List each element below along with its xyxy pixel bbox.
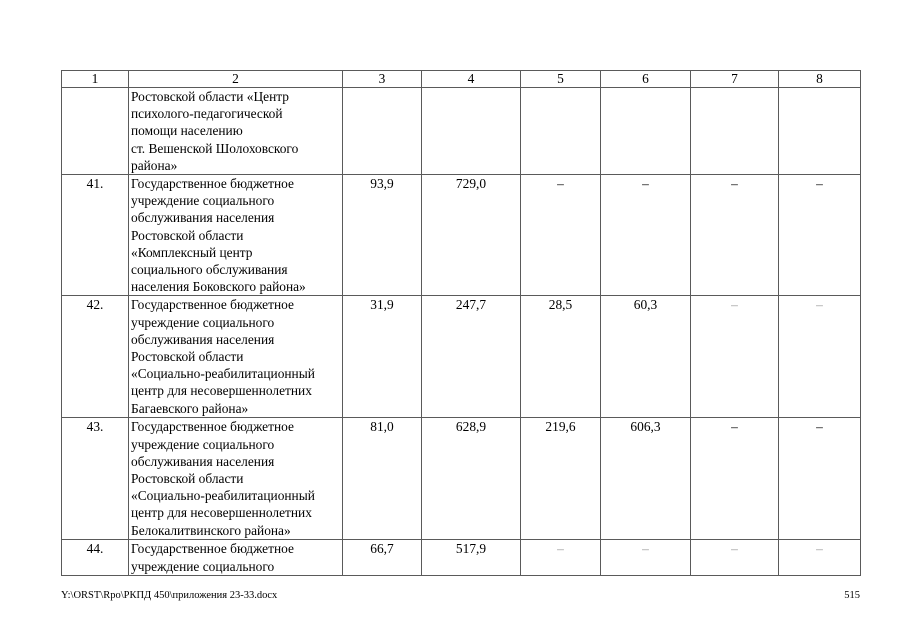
table-row: [62, 418, 861, 540]
column-header: 2: [129, 71, 343, 88]
cell-value: 60,3: [601, 296, 691, 418]
table-row: [62, 540, 861, 576]
institution-name: Государственное бюджетное учреждение социального обслуживания населения Ростовской области «Социально-реабилитационный центр для несовершеннолетних Багаевского района»: [129, 296, 343, 418]
row-number: 41.: [62, 175, 129, 296]
cell-value: –: [779, 418, 861, 540]
column-header: 8: [779, 71, 861, 88]
cell-value: [691, 88, 779, 175]
cell-value: –: [691, 540, 779, 576]
table-row: [62, 296, 861, 418]
cell-value: 81,0: [343, 418, 422, 540]
column-header: 4: [422, 71, 521, 88]
cell-value: –: [779, 175, 861, 296]
cell-value: [779, 88, 861, 175]
cell-value: –: [691, 418, 779, 540]
cell-value: 219,6: [521, 418, 601, 540]
page-number: 515: [844, 590, 860, 601]
budget-table: [61, 70, 861, 576]
cell-value: –: [601, 540, 691, 576]
cell-value: 93,9: [343, 175, 422, 296]
table-row: [62, 88, 861, 175]
column-header: 7: [691, 71, 779, 88]
column-header: 6: [601, 71, 691, 88]
cell-value: –: [691, 175, 779, 296]
row-number: [62, 88, 129, 175]
cell-value: [601, 88, 691, 175]
cell-value: 247,7: [422, 296, 521, 418]
cell-value: 606,3: [601, 418, 691, 540]
cell-value: [422, 88, 521, 175]
column-header: 3: [343, 71, 422, 88]
institution-name: Государственное бюджетное учреждение социального: [129, 540, 343, 576]
row-number: 42.: [62, 296, 129, 418]
cell-value: –: [601, 175, 691, 296]
row-number: 44.: [62, 540, 129, 576]
cell-value: 28,5: [521, 296, 601, 418]
footer-file-path: Y:\ORST\Rpo\РКПД 450\приложения 23-33.docx: [61, 590, 278, 601]
cell-value: 729,0: [422, 175, 521, 296]
table-row: [62, 175, 861, 296]
cell-value: –: [691, 296, 779, 418]
cell-value: –: [779, 540, 861, 576]
cell-value: [343, 88, 422, 175]
institution-name: Ростовской области «Центр психолого-педагогической помощи населению ст. Вешенской Шолоховского района»: [129, 88, 343, 175]
column-header: 5: [521, 71, 601, 88]
column-header: 1: [62, 71, 129, 88]
institution-name: Государственное бюджетное учреждение социального обслуживания населения Ростовской области «Социально-реабилитационный центр для несовершеннолетних Белокалитвинского района»: [129, 418, 343, 540]
cell-value: –: [521, 540, 601, 576]
table-header-row: [62, 71, 861, 88]
cell-value: 517,9: [422, 540, 521, 576]
cell-value: –: [521, 175, 601, 296]
cell-value: 66,7: [343, 540, 422, 576]
cell-value: 31,9: [343, 296, 422, 418]
cell-value: –: [779, 296, 861, 418]
cell-value: [521, 88, 601, 175]
cell-value: 628,9: [422, 418, 521, 540]
row-number: 43.: [62, 418, 129, 540]
institution-name: Государственное бюджетное учреждение социального обслуживания населения Ростовской области «Комплексный центр социального обслуживания населения Боковского района»: [129, 175, 343, 296]
